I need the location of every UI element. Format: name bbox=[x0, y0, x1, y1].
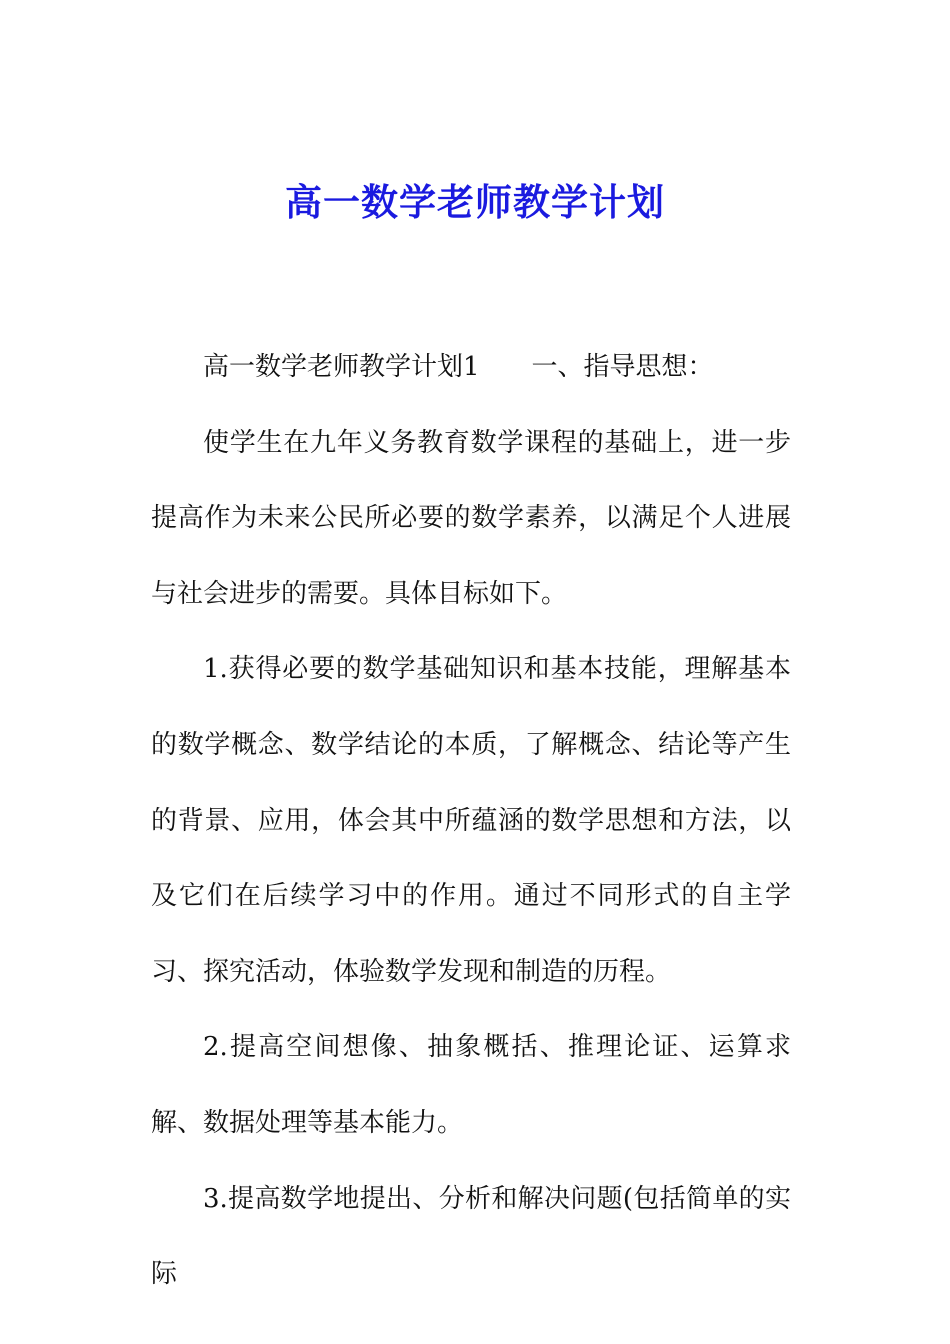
document-title: 高一数学老师教学计划 bbox=[285, 180, 665, 224]
paragraph-guiding-goal: 使学生在九年义务教育数学课程的基础上，进一步提高作为未来公民所必要的数学素养，以满足个人进展与社会进步的需要。具体目标如下。 bbox=[151, 427, 791, 609]
paragraph-goal-3: 3.提高数学地提出、分析和解决问题(包括简单的实际 bbox=[151, 1183, 791, 1290]
plan-heading: 高一数学老师教学计划1 bbox=[203, 352, 480, 382]
paragraph-goal-2: 2.提高空间想像、抽象概括、推理论证、运算求解、数据处理等基本能力。 bbox=[151, 1032, 791, 1138]
paragraph-goal-1: 1.获得必要的数学基础知识和基本技能，理解基本的数学概念、数学结论的本质，了解概念、结论等产生的背景、应用，体会其中所蕴涵的数学思想和方法，以及它们在后续学习中的作用。通过不同形式的自主学习、探究活动，体验数学发现和制造的历程。 bbox=[151, 654, 791, 987]
section-heading: 一、指导思想： bbox=[531, 352, 714, 382]
document-body bbox=[151, 330, 791, 1313]
intro-line bbox=[151, 330, 791, 406]
